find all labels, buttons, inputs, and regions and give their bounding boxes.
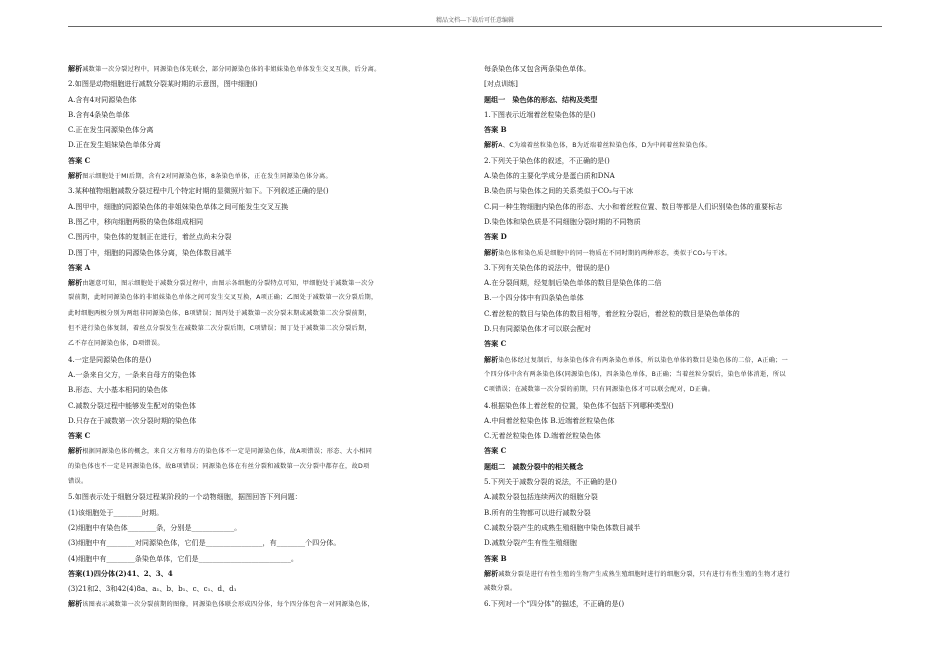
- explanation-line: [68, 168, 466, 183]
- line-text: 答案 C: [68, 431, 91, 441]
- question-line: [68, 382, 466, 397]
- line-text: 的染色体也不一定是同源染色体，故B项错误；同源染色体在有丝分裂和减数第一次分裂中都存在，故D项: [68, 462, 370, 470]
- line-text: 5.如图表示处于细胞分裂过程某阶段的一个动物细胞，据图回答下列问题：: [68, 492, 302, 502]
- answer-line: [484, 122, 882, 137]
- line-text: C.无着丝粒染色体 D.端着丝粒染色体: [484, 431, 601, 441]
- line-text: 个四分体中含有两条染色体(同源染色体)，四条染色单体，B正确；当着丝粒分裂后，染色单体消逝，所以: [484, 370, 786, 378]
- question-line: [484, 505, 882, 520]
- line-text: D.正在发生姐妹染色单体分离: [68, 140, 161, 150]
- question-line: [484, 260, 882, 275]
- line-text: C.图丙中，染色体的复制正在进行，着丝点尚未分裂: [68, 232, 232, 242]
- explanation-line: [68, 336, 466, 351]
- question-line: [68, 581, 466, 596]
- explanation-line: [484, 367, 882, 382]
- question-line: [484, 398, 882, 413]
- line-text: 题组一 染色体的形态、结构及类型: [484, 94, 598, 104]
- question-line: [68, 413, 466, 428]
- question-line: [484, 153, 882, 168]
- question-line: [68, 535, 466, 550]
- line-text: 错误。: [68, 478, 88, 486]
- question-line: [484, 321, 882, 336]
- header-rule: [68, 26, 882, 27]
- line-text: D.图丁中，细胞的同源染色体分离，染色体数目减半: [68, 247, 232, 257]
- line-text: B.染色质与染色体之间的关系类似于CO₂与干冰: [484, 186, 634, 196]
- explanation-line: [484, 137, 882, 152]
- explanation-line: [68, 61, 466, 76]
- explanation-line: [68, 290, 466, 305]
- line-text: C.减数分裂产生的成熟生殖细胞中染色体数目减半: [484, 522, 641, 532]
- right-column: [484, 61, 882, 612]
- line-text: (2)细胞中有染色体________条，分别是____________。: [68, 522, 242, 532]
- question-line: [68, 76, 466, 91]
- line-text: (3)细胞中有________对同源染色体，它们是________________，有________个四分体。: [68, 538, 341, 548]
- explanation-label: 解析: [484, 247, 499, 257]
- line-text: A.一条来自父方，一条来自母方的染色体: [68, 369, 196, 379]
- line-text: A、C为端着丝粒染色体，B为近端着丝粒染色体，D为中间着丝粒染色体。: [498, 142, 712, 150]
- line-text: 4.根据染色体上着丝粒的位置，染色体不包括下列哪种类型(): [484, 400, 674, 410]
- explanation-line: [68, 474, 466, 489]
- question-line: [484, 535, 882, 550]
- explanation-label: 解析: [68, 599, 83, 609]
- line-text: 题组二 减数分裂中的相关概念: [484, 461, 584, 471]
- explanation-label: 解析: [68, 446, 83, 456]
- line-text: 答案 C: [68, 155, 91, 165]
- line-text: C.着丝粒的数目与染色体的数目相等，着丝粒分裂后，着丝粒的数目是染色单体的: [484, 308, 740, 318]
- question-line: [68, 107, 466, 122]
- line-text: 减数分裂。: [484, 585, 517, 593]
- line-text: 2.如图是动物细胞进行减数分裂某时期的示意图，图中细胞(): [68, 79, 258, 89]
- question-line: [484, 428, 882, 443]
- explanation-line: [68, 321, 466, 336]
- line-text: 减数第一次分裂过程中，同源染色体先联会，部分同源染色体的非姐妹染色单体发生交叉互换，后分离。: [82, 66, 381, 73]
- explanation-line: [484, 566, 882, 581]
- explanation-line: [68, 459, 466, 474]
- line-text: 答案 B: [484, 125, 507, 135]
- question-line: [484, 107, 882, 122]
- answer-line: [68, 260, 466, 275]
- explanation-line: [484, 581, 882, 596]
- question-line: [68, 183, 466, 198]
- question-line: [484, 275, 882, 290]
- line-text: D.只有同源染色体才可以联会配对: [484, 324, 592, 334]
- question-line: [484, 168, 882, 183]
- explanation-line: [484, 382, 882, 397]
- question-line: [68, 137, 466, 152]
- line-text: B.一个四分体中有四条染色单体: [484, 293, 584, 303]
- answer-line: [68, 566, 466, 581]
- line-text: B.形态、大小基本相同的染色体: [68, 385, 168, 395]
- explanation-line: [484, 352, 882, 367]
- answer-line: [484, 229, 882, 244]
- line-text: C.减数分裂过程中能够发生配对的染色体: [68, 400, 197, 410]
- line-text: B.所有的生物都可以进行减数分裂: [484, 507, 591, 517]
- question-line: [68, 199, 466, 214]
- section-heading: [484, 92, 882, 107]
- explanation-label: 解析: [484, 140, 499, 150]
- answer-line: [68, 153, 466, 168]
- explanation-label: 解析: [484, 354, 499, 364]
- question-line: [484, 183, 882, 198]
- line-text: 根据同源染色体的概念，来自父方和母方的染色体不一定是同源染色体，故A项错误；形态、大小相同: [82, 448, 373, 456]
- question-line: [68, 520, 466, 535]
- line-text: A.中间着丝粒染色体 B.近端着丝粒染色体: [484, 415, 615, 425]
- line-text: C.同一种生物细胞内染色体的形态、大小和着丝粒位置、数目等都是人们识别染色体的重要标志: [484, 201, 783, 211]
- line-text: 每条染色体又包含两条染色单体。: [484, 64, 591, 73]
- line-text: 该图表示减数第一次分裂前期的图像，同源染色体联会形成四分体，每个四分体包含一对同源染色体，: [82, 601, 375, 609]
- question-line: [68, 352, 466, 367]
- line-text: B.图乙中，移向细胞两极的染色体组成相同: [68, 216, 204, 226]
- line-text: C.正在发生同源染色体分离: [68, 125, 154, 135]
- line-text: 2.下列关于染色体的叙述，不正确的是(): [484, 155, 610, 165]
- line-text: 乙不存在同源染色体，D项错误。: [68, 340, 164, 348]
- line-text: A.减数分裂包括连续两次的细胞分裂: [484, 492, 598, 502]
- answer-line: [484, 551, 882, 566]
- explanation-line: [68, 275, 466, 290]
- explanation-line: [484, 245, 882, 260]
- section-heading: [484, 459, 882, 474]
- question-line: [484, 76, 882, 91]
- question-line: [68, 398, 466, 413]
- line-text: 4.一定是同源染色体的是(): [68, 354, 152, 364]
- line-text: A.在分裂间期，经复制后染色单体的数目是染色体的二倍: [484, 278, 662, 288]
- line-text: 染色体和染色质是细胞中的同一物质在不同时期的两种形态，类似于CO₂与干冰。: [498, 249, 732, 257]
- line-text: 裂前期，此时同源染色体的非姐妹染色单体之间可发生交叉互换，A项正确；乙图处于减数第一次分裂后期，: [68, 294, 378, 302]
- explanation-label: 解析: [68, 278, 83, 288]
- question-line: [68, 214, 466, 229]
- line-text: 由题意可知，图示细胞处于减数分裂过程中，由图示各细胞的分裂特点可知，甲细胞处于减数第一次分: [82, 280, 375, 288]
- line-text: 答案 D: [484, 232, 507, 242]
- question-line: [68, 367, 466, 382]
- explanation-line: [68, 596, 466, 611]
- explanation-label: 解析: [68, 171, 83, 181]
- left-column: [68, 61, 466, 612]
- line-text: 此时细胞两极分别为两组非同源染色体，B项错误；图丙处于减数第一次分裂末期或减数第二次分裂前期，: [68, 309, 371, 317]
- line-text: [对点训练]: [484, 79, 518, 89]
- explanation-line: [68, 443, 466, 458]
- line-text: B.含有4条染色单体: [68, 109, 130, 119]
- line-text: D.减数分裂产生有性生殖细胞: [484, 538, 577, 548]
- line-text: A.染色体的主要化学成分是蛋白质和DNA: [484, 171, 615, 181]
- line-text: 答案 A: [68, 262, 91, 272]
- line-text: (3)21和2、3和42(4)8a、a₁、b、b₁、c、c₁、d、d₁: [68, 584, 237, 594]
- line-text: A.图甲中，细胞的同源染色体的非姐妹染色单体之间可能发生交叉互换: [68, 201, 289, 211]
- line-text: (4)细胞中有________条染色单体，它们是__________________________。: [68, 553, 298, 563]
- question-line: [484, 214, 882, 229]
- line-text: 答案 B: [484, 553, 507, 563]
- question-line: [484, 596, 882, 611]
- question-line: [484, 474, 882, 489]
- question-line: [68, 505, 466, 520]
- question-line: [68, 122, 466, 137]
- line-text: 答案 C: [484, 446, 507, 456]
- question-line: [484, 61, 882, 76]
- line-text: D.染色体和染色质是不同细胞分裂时期的不同物质: [484, 216, 641, 226]
- answer-line: [484, 443, 882, 458]
- question-line: [484, 199, 882, 214]
- line-text: 1.下图表示近端着丝粒染色体的是(): [484, 109, 596, 119]
- question-line: [484, 306, 882, 321]
- line-text: D.只存在于减数第一次分裂时期的染色体: [68, 415, 197, 425]
- line-text: 答案(1)四分体(2)41、2、3、4: [68, 568, 173, 578]
- question-line: [484, 489, 882, 504]
- question-line: [484, 520, 882, 535]
- explanation-label: 解析: [68, 64, 83, 73]
- answer-line: [68, 428, 466, 443]
- line-text: 染色体经过复制后，每条染色体含有两条染色单体，所以染色单体的数目是染色体的二倍，A正确；一: [498, 356, 789, 364]
- question-line: [68, 489, 466, 504]
- line-text: 6.下列对一个“四分体”的描述，不正确的是(): [484, 599, 625, 609]
- line-text: A.含有4对同源染色体: [68, 94, 137, 104]
- question-line: [68, 229, 466, 244]
- line-text: (1)该细胞处于________时期。: [68, 507, 164, 517]
- line-text: 3.下列有关染色体的说法中，错误的是(): [484, 262, 610, 272]
- line-text: C项错误；在减数第一次分裂的前期，只有同源染色体才可以联会配对，D正确。: [484, 386, 715, 394]
- explanation-line: [68, 306, 466, 321]
- explanation-label: 解析: [484, 568, 499, 578]
- line-text: 图示细胞处于MⅠ后期，含有2对同源染色体，8条染色单体，正在发生同源染色体分离。: [82, 173, 332, 181]
- question-line: [68, 551, 466, 566]
- line-text: 答案 C: [484, 339, 507, 349]
- question-line: [68, 245, 466, 260]
- line-text: 5.下列关于减数分裂的说法，不正确的是(): [484, 477, 617, 487]
- question-line: [68, 92, 466, 107]
- question-line: [484, 413, 882, 428]
- answer-line: [484, 336, 882, 351]
- line-text: 3.某种植物细胞减数分裂过程中几个特定时期的显微照片如下。下列叙述正确的是(): [68, 186, 329, 196]
- line-text: 但不进行染色体复制，着丝点分裂发生在减数第二次分裂后期，C项错误；图丁处于减数第二次分裂后期，: [68, 325, 372, 333]
- line-text: 减数分裂是进行有性生殖的生物产生成熟生殖细胞时进行的细胞分裂，只有进行有性生殖的生物才进行: [498, 570, 791, 578]
- question-line: [484, 290, 882, 305]
- page-header: 精品文档---下载后可任意编辑: [435, 17, 515, 24]
